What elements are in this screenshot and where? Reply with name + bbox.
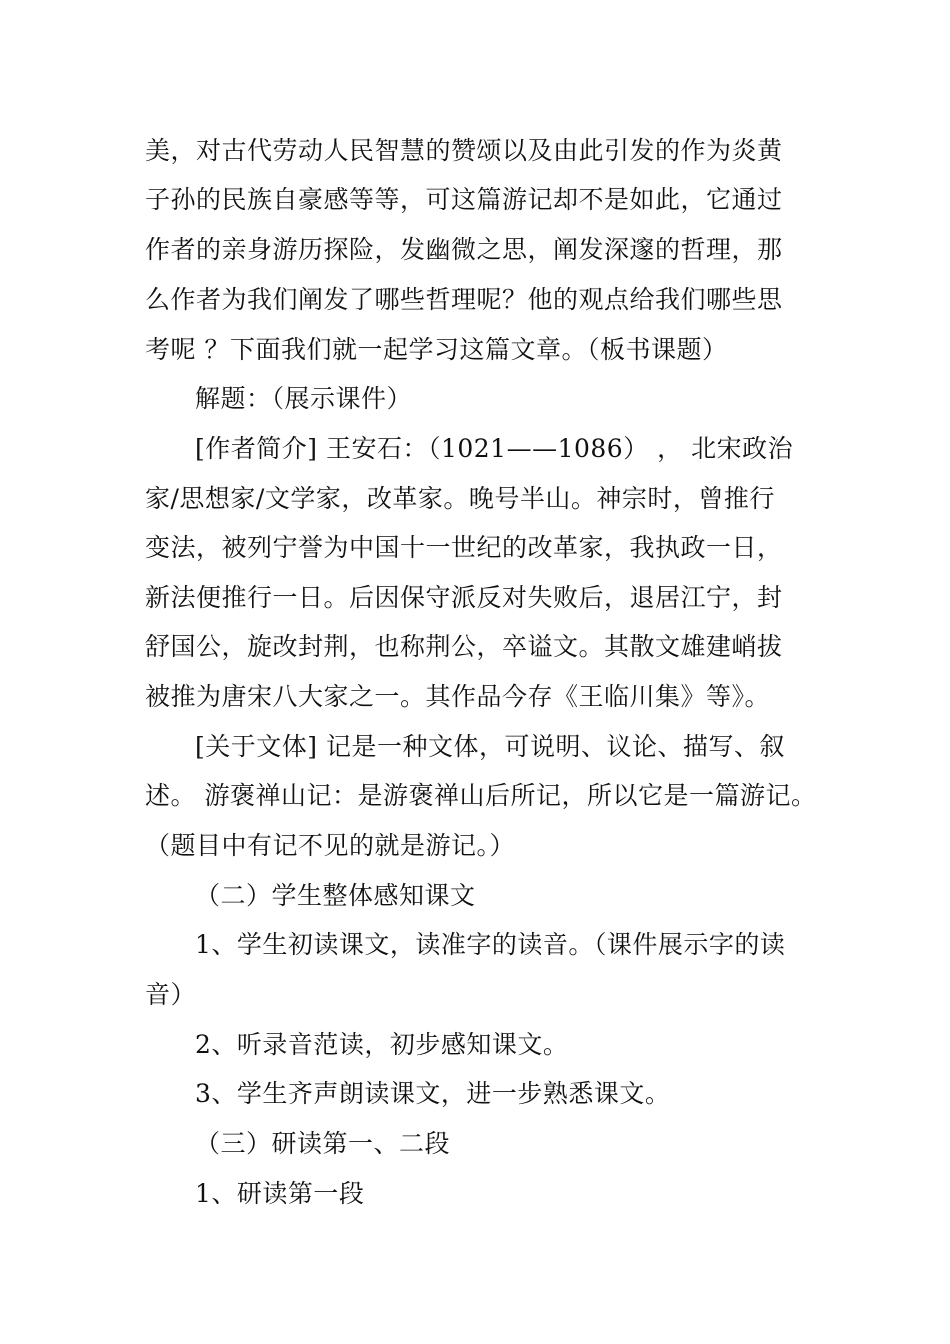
text-line: 么作者为我们阐发了哪些哲理呢？他的观点给我们哪些思 [145, 285, 783, 314]
text-line: 3、学生齐声朗读课文，进一步熟悉课文。 [195, 1079, 671, 1108]
text-line: 变法，被列宁誉为中国十一世纪的改革家，我执政一日， [145, 533, 783, 562]
text-line: 子孙的民族自豪感等等，可这篇游记却不是如此，它通过 [145, 185, 783, 214]
text-line: 被推为唐宋八大家之一。其作品今存《王临川集》等》。 [145, 682, 771, 711]
text-line: [作者简介] 王安石：（1021——1086） ， 北宋政治 [195, 434, 794, 463]
text-line: 美，对古代劳动人民智慧的赞颂以及由此引发的作为炎黄 [145, 136, 783, 165]
text-line: 考呢 ？下面我们就一起学习这篇文章。（板书课题） [145, 335, 728, 364]
section-heading: （三）研读第一、二段 [195, 1129, 451, 1158]
text-line: 2、听录音范读，初步感知课文。 [195, 1030, 569, 1059]
section-heading: （二）学生整体感知课文 [195, 881, 476, 910]
text-line: 音） [145, 980, 197, 1009]
text-line: 舒国公，旋改封荆，也称荆公，卒谥文。其散文雄建峭拔 [145, 632, 783, 661]
text-line: 述。 游褒禅山记：是游褒禅山后所记，所以它是一篇游记。 [145, 781, 817, 810]
text-line: 家/思想家/文学家，改革家。晚号半山。神宗时，曾推行 [145, 484, 775, 513]
text-line: 解题：（展示课件） [195, 384, 413, 413]
text-line: 作者的亲身游历探险，发幽微之思，阐发深邃的哲理，那 [145, 235, 783, 264]
text-line: [关于文体] 记是一种文体，可说明、议论、描写、叙 [195, 732, 785, 761]
text-line: 1、研读第一段 [195, 1179, 365, 1208]
text-line: （题目中有记不见的就是游记。） [145, 831, 516, 860]
text-line: 新法便推行一日。后因保守派反对失败后，退居江宁，封 [145, 583, 783, 612]
text-line: 1、学生初读课文，读准字的读音。（课件展示字的读 [195, 930, 786, 959]
